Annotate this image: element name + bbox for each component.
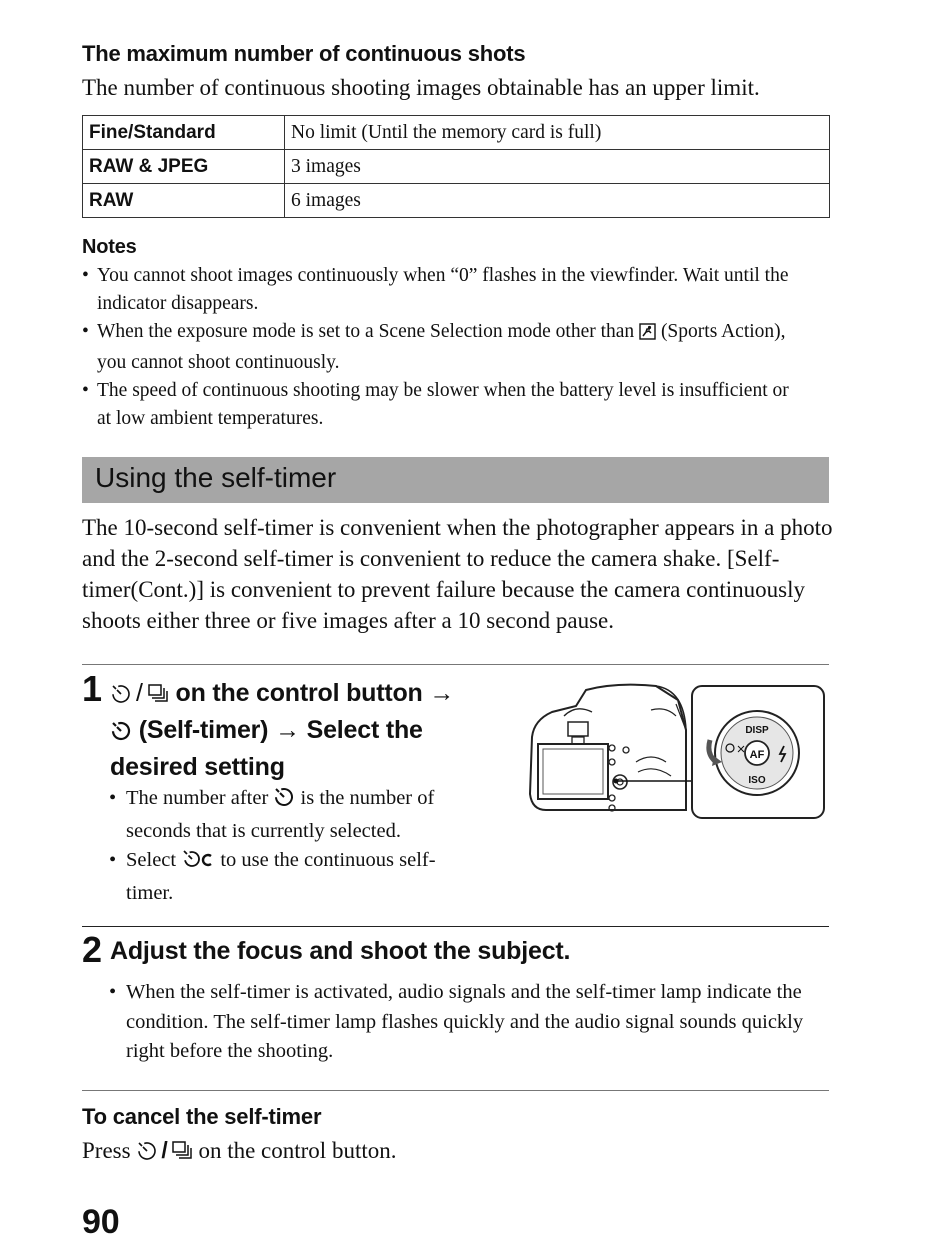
- divider: [82, 1090, 829, 1091]
- dial-top-label: DISP: [745, 725, 769, 736]
- step-1-title-part4: desired setting: [110, 753, 285, 781]
- table-cell-mode: Fine/Standard: [83, 116, 285, 150]
- table-cell-value: 3 images: [285, 150, 830, 184]
- notes-list: [82, 262, 807, 433]
- table-row: [83, 184, 830, 218]
- camera-illustration: [526, 682, 828, 822]
- list-item: [82, 318, 807, 377]
- drive-mode-icon: [147, 679, 169, 713]
- step-1-title-part3: Select the: [306, 716, 423, 744]
- self-timer-icon: [136, 1138, 158, 1169]
- arrow-icon: →: [429, 679, 455, 707]
- section-title-bar: [82, 457, 829, 503]
- section-title: Using the self-timer: [95, 462, 337, 493]
- table-row: [83, 150, 830, 184]
- step-2-bullets: [109, 978, 819, 1067]
- cancel-heading: To cancel the self-timer: [82, 1104, 322, 1129]
- self-timer-icon: [110, 679, 132, 713]
- divider: [82, 926, 829, 927]
- step-2-title: Adjust the focus and shoot the subject.: [110, 937, 571, 965]
- step-1-slash: /: [136, 679, 143, 707]
- dial-bottom-label: ISO: [748, 775, 766, 786]
- continuous-self-timer-icon: [181, 847, 215, 879]
- self-timer-icon: [273, 785, 295, 817]
- table-cell-mode: RAW: [83, 184, 285, 218]
- table-row: [83, 116, 830, 150]
- divider: [82, 664, 829, 665]
- cancel-text-after: on the control button.: [198, 1138, 397, 1163]
- drive-mode-icon: [171, 1138, 193, 1169]
- arrow-icon: →: [275, 716, 300, 744]
- note-text-after: (Sports Action), you cannot shoot continuously.: [97, 321, 786, 373]
- list-item: • The speed of continuous shooting may be slower when the battery level is insufficient or at low ambient temperatures.: [82, 377, 807, 433]
- step-1-title-part1: on the control button: [175, 679, 423, 707]
- section-intro: The 10-second self-timer is convenient when the photographer appears in a photo and the 2-second self-timer is convenient to reduce the camera shake. [Self-timer(Cont.)] is convenient to prevent failure because the camera continuously shoots either three or five images after a 10 second pause.: [82, 515, 833, 633]
- list-item: [109, 846, 481, 908]
- list-item: • You cannot shoot images continuously when “0” flashes in the viewfinder. Wait until the indicator disappears.: [82, 262, 807, 318]
- continuous-intro: The number of continuous shooting images obtainable has an upper limit.: [82, 75, 760, 100]
- dial-center-label: AF: [749, 749, 765, 761]
- bullet-text-after: to use the continuous self-timer.: [126, 849, 436, 904]
- continuous-heading: The maximum number of continuous shots: [82, 41, 526, 66]
- step-1-number: 1: [82, 668, 102, 709]
- sports-action-icon: [639, 321, 656, 349]
- step-1-title-part2: (Self-timer): [138, 716, 269, 744]
- step-1-title: [110, 676, 490, 784]
- page-number: 90: [82, 1203, 120, 1241]
- cancel-text: [82, 1135, 396, 1169]
- notes-heading: Notes: [82, 236, 137, 258]
- continuous-limit-table: [82, 115, 830, 218]
- note-text-before: When the exposure mode is set to a Scene Selection mode other than: [97, 321, 640, 342]
- table-cell-value: No limit (Until the memory card is full): [285, 116, 830, 150]
- bullet-text-after: is the number of seconds that is currently selected.: [126, 787, 435, 842]
- list-item: [109, 784, 481, 846]
- step-2-number: 2: [82, 929, 102, 970]
- cancel-slash: /: [161, 1137, 168, 1163]
- bullet-text-before: The number after: [126, 787, 274, 809]
- bullet-text-before: Select: [126, 849, 182, 871]
- cancel-text-before: Press: [82, 1138, 131, 1163]
- self-timer-icon: [110, 716, 132, 750]
- table-cell-mode: RAW & JPEG: [83, 150, 285, 184]
- list-item: • When the self-timer is activated, audio signals and the self-timer lamp indicate the condition. The self-timer lamp flashes quickly and the audio signal sounds quickly right before the shooting.: [109, 978, 819, 1067]
- step-1-bullets: [109, 784, 481, 908]
- table-cell-value: 6 images: [285, 184, 830, 218]
